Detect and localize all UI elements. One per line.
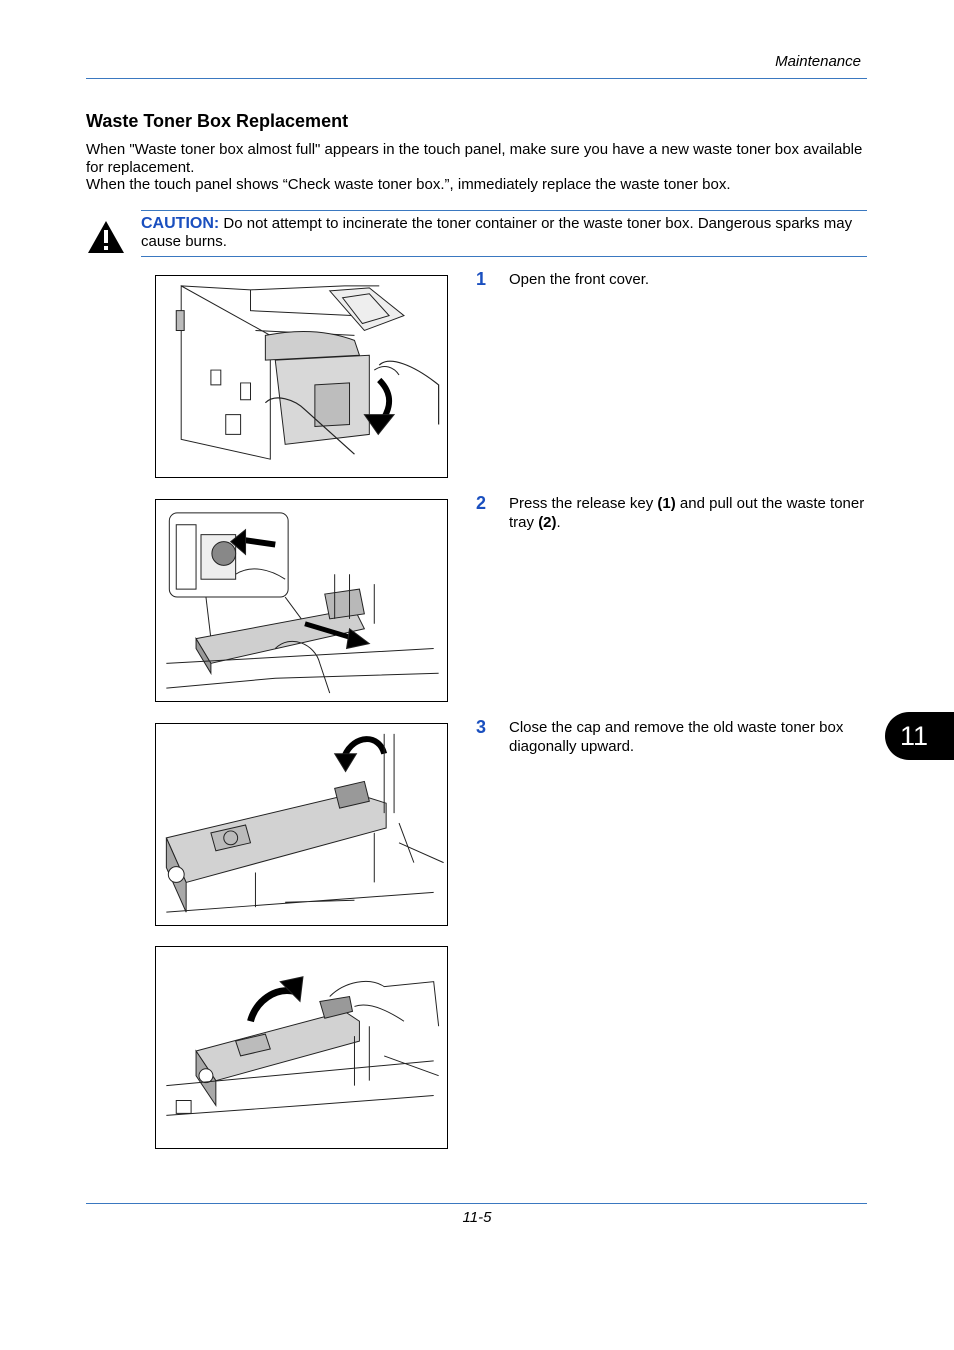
figure-release-key	[155, 499, 448, 702]
caution-text: Do not attempt to incinerate the toner container or the waste toner box. Dangerous sparks may cause burns.	[141, 215, 853, 250]
caution-label: CAUTION:	[141, 215, 220, 232]
step-3-text: Close the cap and remove the old waste toner box diagonally upward.	[509, 719, 844, 755]
chapter-tab: 11	[885, 712, 954, 760]
header-rule	[86, 78, 867, 79]
step-2-number: 2	[476, 493, 487, 513]
intro-paragraph-1: When "Waste toner box almost full" appears in the touch panel, make sure you have a new waste toner box available for replacement.	[86, 141, 863, 176]
figure-open-front-cover	[155, 275, 448, 478]
footer-rule	[86, 1203, 867, 1204]
step-2-text-part-2: and pull out the waste toner tray	[509, 495, 865, 531]
step-2-text-part-1: Press the release key	[509, 495, 658, 512]
step-3-number: 3	[476, 717, 487, 737]
intro-text	[86, 141, 866, 194]
figure-close-cap	[155, 723, 448, 926]
section-title: Waste Toner Box Replacement	[86, 111, 349, 131]
header-section-name: Maintenance	[775, 53, 861, 70]
caution-box	[141, 210, 867, 257]
page-number: 11-5	[462, 1209, 492, 1226]
warning-triangle-icon	[87, 220, 125, 254]
figure-remove-toner-box	[155, 946, 448, 1149]
step-1-text: Open the front cover.	[509, 271, 650, 288]
step-2-text	[509, 494, 869, 532]
step-2-ref-waste-toner-tray: (2)	[538, 514, 557, 531]
intro-paragraph-2: When the touch panel shows “Check waste toner box.”, immediately replace the waste toner box.	[86, 176, 731, 193]
step-2-ref-release-key: (1)	[657, 495, 676, 512]
step-1-number: 1	[476, 269, 487, 289]
step-2-text-part-3: .	[556, 514, 561, 531]
